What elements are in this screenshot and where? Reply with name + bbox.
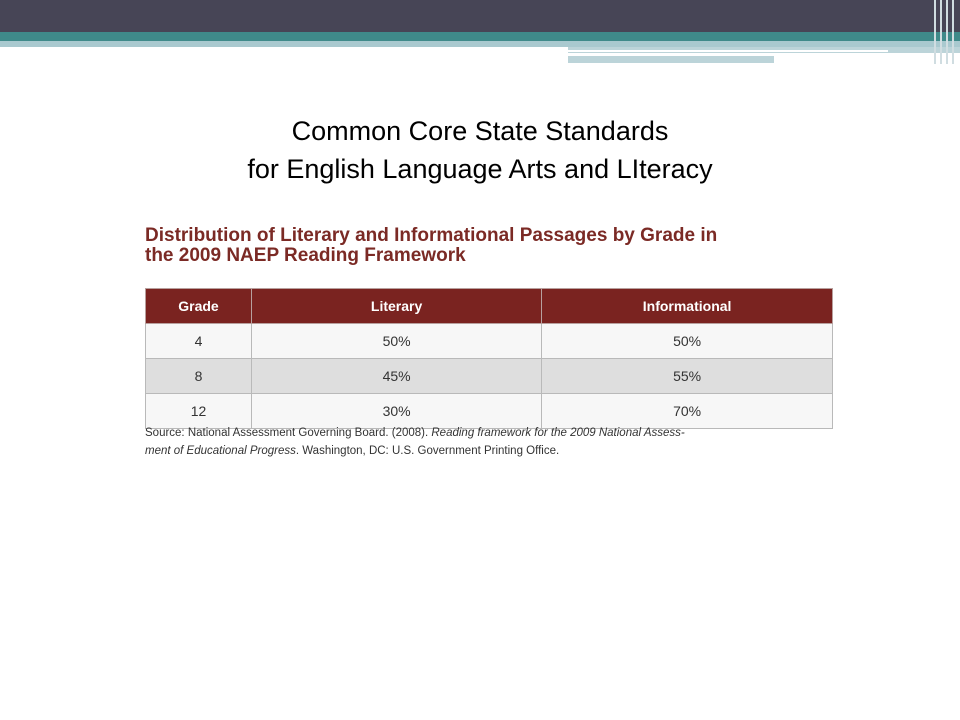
figure-heading — [145, 226, 845, 266]
source-title-part-1: Reading framework for the 2009 National Assess- — [431, 427, 685, 439]
slide-title — [0, 112, 960, 188]
cell-grade: 12 — [146, 394, 252, 429]
source-prefix: Source: National Assessment Governing Board. (2008). — [145, 427, 432, 439]
header-vertical-line — [940, 0, 942, 64]
distribution-table — [145, 288, 833, 429]
cell-informational: 50% — [542, 324, 833, 359]
cell-literary: 30% — [251, 394, 541, 429]
table-row — [146, 324, 833, 359]
cell-literary: 50% — [251, 324, 541, 359]
cell-grade: 8 — [146, 359, 252, 394]
slide-title-line-1: Common Core State Standards — [291, 116, 669, 146]
header-bar-accent-short — [568, 56, 774, 63]
figure-heading-line-1: Distribution of Literary and Informational Passages by Grade in — [145, 225, 718, 246]
header-literary: Literary — [251, 289, 541, 324]
source-line-2 — [145, 442, 845, 460]
table-header-row — [146, 289, 833, 324]
header-bar-teal — [0, 32, 960, 41]
source-title-part-2: ment of Educational Progress — [145, 445, 296, 457]
cell-literary: 45% — [251, 359, 541, 394]
source-line-1 — [145, 424, 845, 442]
cell-informational: 70% — [542, 394, 833, 429]
table-row — [146, 359, 833, 394]
cell-grade: 4 — [146, 324, 252, 359]
header-informational: Informational — [542, 289, 833, 324]
header-grade: Grade — [146, 289, 252, 324]
header-vertical-line — [946, 0, 948, 64]
header-vertical-line — [952, 0, 954, 64]
figure-heading-line-2: the 2009 NAEP Reading Framework — [145, 245, 466, 266]
source-suffix: . Washington, DC: U.S. Government Printing Office. — [295, 445, 560, 457]
source-note — [145, 424, 845, 460]
header-vertical-line — [934, 0, 936, 64]
slide-title-line-2: for English Language Arts and LIteracy — [247, 154, 713, 184]
header-bar-highlight — [568, 50, 888, 52]
header-bar-dark — [0, 0, 960, 32]
cell-informational: 55% — [542, 359, 833, 394]
